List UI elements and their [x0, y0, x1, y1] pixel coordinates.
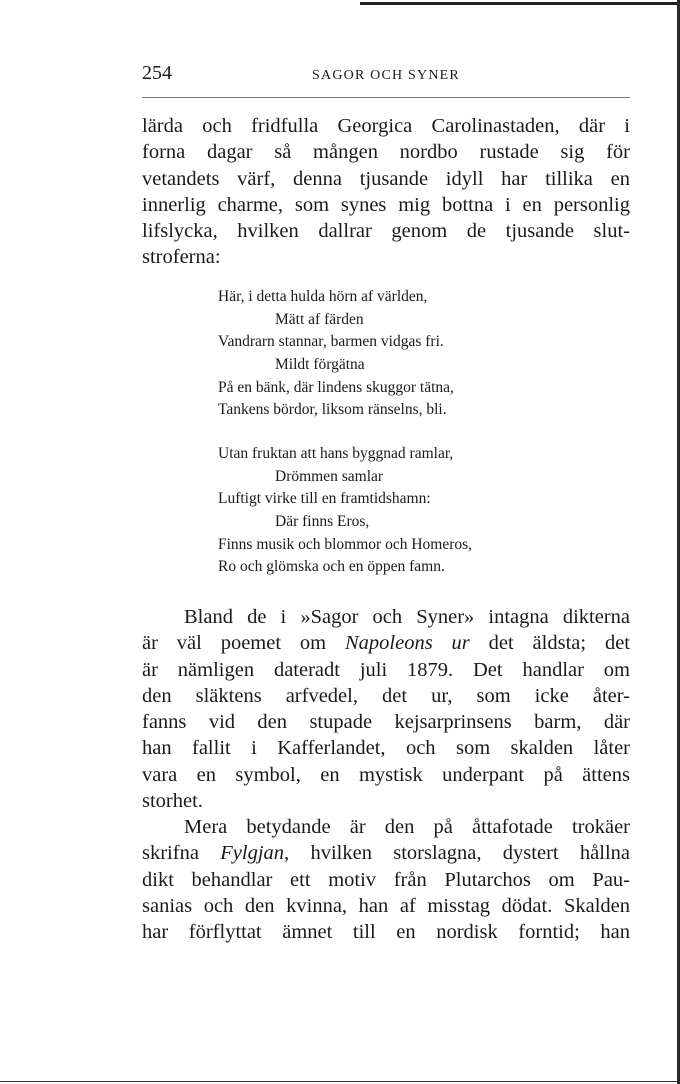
paragraph-3: [142, 814, 630, 945]
poem-stanza-1: [218, 286, 454, 422]
verse-line: Luftigt virke till en framtidshamn:: [218, 490, 431, 508]
text-span: är väl poemet om: [142, 632, 345, 655]
verse-line: Utan fruktan att hans byggnad ramlar,: [218, 445, 454, 462]
paragraph-2: [142, 604, 630, 814]
italic-title-napoleons-ur: Napoleons ur: [344, 632, 470, 655]
verse-line: På en bänk, där lindens skuggor tätna,: [218, 378, 454, 396]
text-line: [142, 630, 630, 656]
scan-edge-top: [360, 2, 680, 5]
verse-line: Tankens bördor, liksom ränselns, bli.: [218, 401, 447, 419]
text-line: han fallit i Kafferlandet, och som skalden låter: [142, 737, 630, 760]
text-line: vetandets värf, denna tjusande idyll har tillika en: [142, 167, 630, 190]
text-line: [142, 840, 630, 866]
verse-line: Ro och glömska och en öppen famn.: [218, 558, 445, 576]
text-line: storhet.: [142, 790, 203, 813]
running-title: SAGOR OCH SYNER: [312, 68, 460, 83]
text-line: är nämligen dateradt juli 1879. Det handlar om: [142, 658, 630, 681]
text-line: Bland de i »Sagor och Syner» intagna dikterna: [184, 606, 630, 628]
text-line: dikt behandlar ett motiv från Plutarchos om Pau-: [142, 868, 630, 891]
text-line: Mera betydande är den på åttafotade trokäer: [184, 816, 630, 838]
text-line: lärda och fridfulla Georgica Carolinastaden, där i: [142, 115, 630, 137]
text-span: det äldsta; det: [469, 632, 630, 655]
text-line: lifslycka, hvilken dallrar genom de tjusande slut-: [142, 220, 630, 243]
text-line: har förflyttat ämnet till en nordisk forntid; han: [142, 921, 630, 944]
verse-line: Drömmen samlar: [275, 467, 384, 485]
text-line: forna dagar så mången nordbo rustade sig för: [142, 141, 630, 164]
paragraph-1: [142, 113, 630, 271]
text-line: den släktens arfvedel, det ur, som icke åter-: [142, 684, 630, 707]
text-span: skrifna: [142, 842, 221, 865]
scan-edge-bottom: [0, 1081, 680, 1082]
text-line: vara en symbol, en mystisk underpant på ättens: [142, 763, 630, 786]
verse-line: Där finns Eros,: [275, 513, 370, 531]
page-number: 254: [142, 62, 172, 84]
page-header: [142, 62, 630, 92]
text-line: stroferna:: [142, 246, 221, 269]
text-line: fanns vid den stupade kejsarprinsens barm, där: [142, 711, 630, 734]
poem-stanza-2: [218, 443, 472, 579]
verse-line: Mildt förgätna: [275, 356, 365, 374]
italic-title-fylgjan: Fylgjan,: [220, 842, 290, 865]
text-line: sanias och den kvinna, han af misstag dödat. Skalden: [142, 894, 630, 917]
text-line: innerlig charme, som synes mig bottna i en personlig: [142, 193, 630, 216]
verse-line: Mätt af färden: [275, 310, 364, 328]
header-rule: [142, 97, 630, 98]
verse-line: Vandrarn stannar, barmen vidgas fri.: [218, 333, 444, 351]
verse-line: Här, i detta hulda hörn af världen,: [218, 288, 428, 305]
text-span: hvilken storslagna, dystert hållna: [289, 842, 630, 865]
verse-line: Finns musik och blommor och Homeros,: [218, 535, 473, 553]
